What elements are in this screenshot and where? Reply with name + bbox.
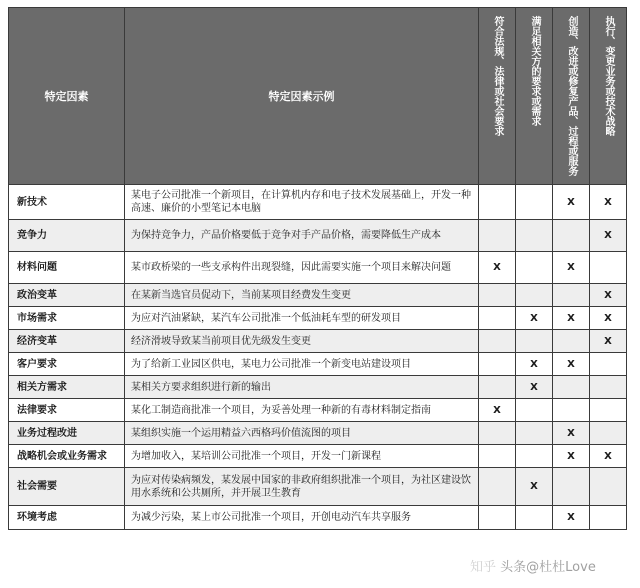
criteria-mark-cell bbox=[553, 376, 590, 399]
criteria-mark-cell bbox=[479, 353, 516, 376]
example-cell: 为应对传染病频发，某发展中国家的非政府组织批准一个项目，为社区建设饮用水系统和公共厕所，并开展卫生教育 bbox=[125, 468, 479, 506]
criteria-mark-cell bbox=[516, 422, 553, 445]
x-mark: X bbox=[530, 358, 538, 370]
criteria-mark-cell bbox=[553, 468, 590, 506]
example-cell: 经济滑坡导致某当前项目优先级发生变更 bbox=[125, 330, 479, 353]
criteria-mark-cell bbox=[516, 307, 553, 330]
criteria-mark-cell bbox=[590, 185, 627, 220]
factor-cell: 战略机会或业务需求 bbox=[9, 445, 125, 468]
table-row bbox=[9, 307, 627, 330]
criteria-mark-cell bbox=[516, 376, 553, 399]
example-cell: 为减少污染，某上市公司批准一个项目，开创电动汽车共享服务 bbox=[125, 506, 479, 530]
criteria-mark-cell bbox=[479, 284, 516, 307]
criteria-mark-cell bbox=[553, 330, 590, 353]
criteria-mark-cell bbox=[590, 220, 627, 252]
example-cell: 某电子公司批准一个新项目，在计算机内存和电子技术发展基础上，开发一种高速、廉价的小型笔记本电脑 bbox=[125, 185, 479, 220]
watermark-handle: 头条@杜杜Love bbox=[500, 560, 596, 575]
example-cell: 为增加收入，某培训公司批准一个项目，开发一门新课程 bbox=[125, 445, 479, 468]
factor-cell: 业务过程改进 bbox=[9, 422, 125, 445]
criteria-mark-cell bbox=[590, 468, 627, 506]
criteria-mark-cell bbox=[553, 399, 590, 422]
criteria-mark-cell bbox=[479, 307, 516, 330]
table-row bbox=[9, 422, 627, 445]
criteria-mark-cell bbox=[516, 445, 553, 468]
criteria-mark-cell bbox=[590, 445, 627, 468]
criteria-mark-cell bbox=[553, 284, 590, 307]
x-mark: X bbox=[567, 312, 575, 324]
criteria-header-label: 创造、改进或修复产品、过程或服务 bbox=[566, 16, 577, 176]
x-mark: X bbox=[567, 427, 575, 439]
criteria-mark-cell bbox=[516, 252, 553, 284]
example-column-header: 特定因素示例 bbox=[125, 8, 479, 185]
criteria-header-label: 符合法规、法律或社会要求 bbox=[492, 16, 503, 136]
criteria-header-strategy bbox=[590, 8, 627, 185]
criteria-mark-cell bbox=[479, 330, 516, 353]
criteria-mark-cell bbox=[590, 376, 627, 399]
criteria-mark-cell bbox=[553, 445, 590, 468]
example-cell: 某化工制造商批准一个项目，为妥善处理一种新的有毒材料制定指南 bbox=[125, 399, 479, 422]
criteria-mark-cell bbox=[553, 353, 590, 376]
criteria-mark-cell bbox=[590, 399, 627, 422]
factor-cell: 环境考虑 bbox=[9, 506, 125, 530]
watermark bbox=[470, 556, 596, 575]
table-row bbox=[9, 220, 627, 252]
criteria-header-label: 满足相关方的要求或需求 bbox=[529, 16, 540, 126]
specific-factors-table bbox=[8, 7, 627, 530]
table-header-row bbox=[9, 8, 627, 185]
criteria-mark-cell bbox=[590, 422, 627, 445]
criteria-mark-cell bbox=[516, 330, 553, 353]
factor-column-header: 特定因素 bbox=[9, 8, 125, 185]
x-mark: X bbox=[493, 262, 501, 273]
table-row bbox=[9, 468, 627, 506]
criteria-mark-cell bbox=[590, 252, 627, 284]
table-row bbox=[9, 284, 627, 307]
example-cell: 为保持竞争力，产品价格要低于竞争对手产品价格，需要降低生产成本 bbox=[125, 220, 479, 252]
criteria-mark-cell bbox=[516, 399, 553, 422]
table-row bbox=[9, 506, 627, 530]
x-mark: X bbox=[567, 196, 575, 208]
criteria-mark-cell bbox=[590, 284, 627, 307]
x-mark: X bbox=[493, 404, 501, 416]
criteria-mark-cell bbox=[516, 284, 553, 307]
criteria-header-product bbox=[553, 8, 590, 185]
table-row bbox=[9, 252, 627, 284]
criteria-mark-cell bbox=[553, 422, 590, 445]
table-row bbox=[9, 353, 627, 376]
criteria-mark-cell bbox=[479, 399, 516, 422]
example-cell: 某市政桥梁的一些支承构件出现裂缝，因此需要实施一个项目来解决问题 bbox=[125, 252, 479, 284]
criteria-mark-cell bbox=[590, 506, 627, 530]
criteria-mark-cell bbox=[553, 307, 590, 330]
x-mark: X bbox=[567, 358, 575, 370]
criteria-header-label: 执行、变更业务或技术战略 bbox=[603, 16, 614, 136]
criteria-mark-cell bbox=[479, 468, 516, 506]
criteria-mark-cell bbox=[590, 330, 627, 353]
criteria-mark-cell bbox=[479, 506, 516, 530]
table-row bbox=[9, 330, 627, 353]
x-mark: X bbox=[604, 450, 612, 462]
x-mark: X bbox=[567, 512, 575, 523]
criteria-header-regulatory bbox=[479, 8, 516, 185]
criteria-mark-cell bbox=[516, 220, 553, 252]
x-mark: X bbox=[567, 262, 575, 273]
factor-cell: 新技术 bbox=[9, 185, 125, 220]
x-mark: X bbox=[530, 481, 538, 492]
factor-cell: 社会需要 bbox=[9, 468, 125, 506]
criteria-mark-cell bbox=[553, 220, 590, 252]
criteria-mark-cell bbox=[516, 185, 553, 220]
criteria-mark-cell bbox=[479, 185, 516, 220]
example-cell: 某相关方要求组织进行新的输出 bbox=[125, 376, 479, 399]
table-row bbox=[9, 445, 627, 468]
x-mark: X bbox=[530, 312, 538, 324]
example-cell: 某组织实施一个运用精益六西格玛价值流图的项目 bbox=[125, 422, 479, 445]
x-mark: X bbox=[567, 450, 575, 462]
factor-cell: 材料问题 bbox=[9, 252, 125, 284]
criteria-mark-cell bbox=[479, 376, 516, 399]
example-cell: 为应对汽油紧缺，某汽车公司批准一个低油耗车型的研发项目 bbox=[125, 307, 479, 330]
factor-cell: 政治变革 bbox=[9, 284, 125, 307]
example-cell: 为了给新工业园区供电，某电力公司批准一个新变电站建设项目 bbox=[125, 353, 479, 376]
criteria-mark-cell bbox=[553, 252, 590, 284]
x-mark: X bbox=[604, 230, 612, 241]
criteria-mark-cell bbox=[479, 252, 516, 284]
table-body bbox=[9, 185, 627, 530]
criteria-mark-cell bbox=[479, 445, 516, 468]
factor-cell: 相关方需求 bbox=[9, 376, 125, 399]
criteria-mark-cell bbox=[479, 422, 516, 445]
factor-cell: 经济变革 bbox=[9, 330, 125, 353]
table-row bbox=[9, 376, 627, 399]
criteria-mark-cell bbox=[553, 506, 590, 530]
criteria-mark-cell bbox=[590, 353, 627, 376]
x-mark: X bbox=[604, 289, 612, 301]
criteria-mark-cell bbox=[516, 468, 553, 506]
table-row bbox=[9, 399, 627, 422]
example-cell: 在某新当选官员促动下，当前某项目经费发生变更 bbox=[125, 284, 479, 307]
criteria-mark-cell bbox=[590, 307, 627, 330]
criteria-mark-cell bbox=[516, 506, 553, 530]
criteria-mark-cell bbox=[516, 353, 553, 376]
factor-cell: 市场需求 bbox=[9, 307, 125, 330]
x-mark: X bbox=[604, 335, 612, 347]
factor-cell: 客户要求 bbox=[9, 353, 125, 376]
x-mark: X bbox=[530, 381, 538, 393]
factor-cell: 法律要求 bbox=[9, 399, 125, 422]
watermark-platform: 知乎 bbox=[470, 560, 497, 575]
table-row bbox=[9, 185, 627, 220]
criteria-mark-cell bbox=[553, 185, 590, 220]
criteria-header-stakeholder bbox=[516, 8, 553, 185]
x-mark: X bbox=[604, 196, 612, 208]
x-mark: X bbox=[604, 312, 612, 324]
factor-cell: 竞争力 bbox=[9, 220, 125, 252]
criteria-mark-cell bbox=[479, 220, 516, 252]
